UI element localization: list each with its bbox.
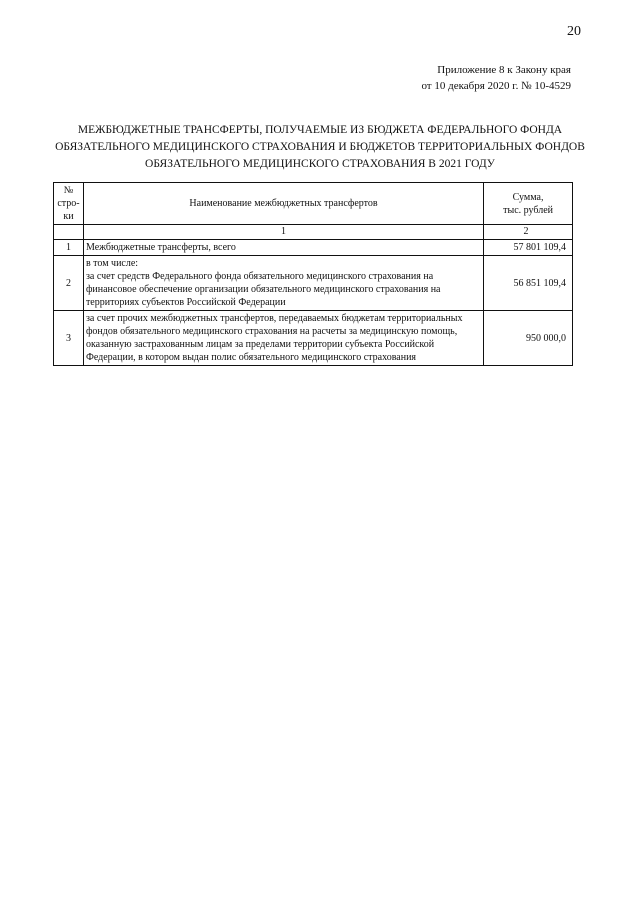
column-index-row <box>54 225 573 240</box>
row-name-cell <box>83 311 483 366</box>
index-cell-sum: 2 <box>484 225 573 240</box>
column-header-sum-line: Сумма, <box>512 191 544 203</box>
row-name-cell <box>83 240 483 256</box>
column-header-name: Наименование межбюджетных трансфертов <box>83 183 483 225</box>
table-row <box>54 240 573 256</box>
row-sum-cell: 56 851 109,4 <box>484 256 573 311</box>
transfers-table <box>53 182 573 366</box>
row-name-text: Межбюджетные трансферты, всего <box>85 242 236 253</box>
row-sum-cell: 950 000,0 <box>484 311 573 366</box>
appendix-date-line: от 10 декабря 2020 г. № 10-4529 <box>421 80 571 92</box>
appendix-reference <box>421 62 571 94</box>
title-line: МЕЖБЮДЖЕТНЫЕ ТРАНСФЕРТЫ, ПОЛУЧАЕМЫЕ ИЗ БЮДЖЕТА ФЕДЕРАЛЬНОГО ФОНДА <box>77 124 563 136</box>
document-title <box>40 122 600 173</box>
row-number-cell: 3 <box>54 311 84 366</box>
column-header-sum <box>484 183 573 225</box>
table-row <box>54 311 573 366</box>
page-number: 20 <box>567 24 581 39</box>
index-cell-empty <box>54 225 84 240</box>
row-name-text: за счет прочих межбюджетных трансфертов, передаваемых бюджетам территориальных фондов обязательного медицинского страхования на расчеты за медицинскую помощь, оказанную застрахованным лицам за пределами территории субъекта Российской Федерации, в котором выдан полис обязательного медицинского страхования <box>85 313 463 363</box>
row-name-text: за счет средств Федерального фонда обязательного медицинского страхования на финансовое обеспечение организации обязательного медицинского страхования на территориях субъектов Российской Федерации <box>85 271 441 308</box>
row-sum-cell: 57 801 109,4 <box>484 240 573 256</box>
index-cell-name: 1 <box>83 225 483 240</box>
title-line: ОБЯЗАТЕЛЬНОГО МЕДИЦИНСКОГО СТРАХОВАНИЯ В 2021 ГОДУ <box>145 158 495 170</box>
table-row <box>54 256 573 311</box>
row-number-cell: 2 <box>54 256 84 311</box>
title-line: ОБЯЗАТЕЛЬНОГО МЕДИЦИНСКОГО СТРАХОВАНИЯ И БЮДЖЕТОВ ТЕРРИТОРИАЛЬНЫХ ФОНДОВ <box>55 141 585 153</box>
row-name-text: в том числе: <box>85 258 139 269</box>
table-header-row <box>54 183 573 225</box>
column-header-sum-unit: тыс. рублей <box>503 204 553 216</box>
row-number-cell: 1 <box>54 240 84 256</box>
appendix-line: Приложение 8 к Закону края <box>437 64 571 76</box>
row-name-cell <box>83 256 483 311</box>
column-header-number: № стро-ки <box>54 183 84 225</box>
